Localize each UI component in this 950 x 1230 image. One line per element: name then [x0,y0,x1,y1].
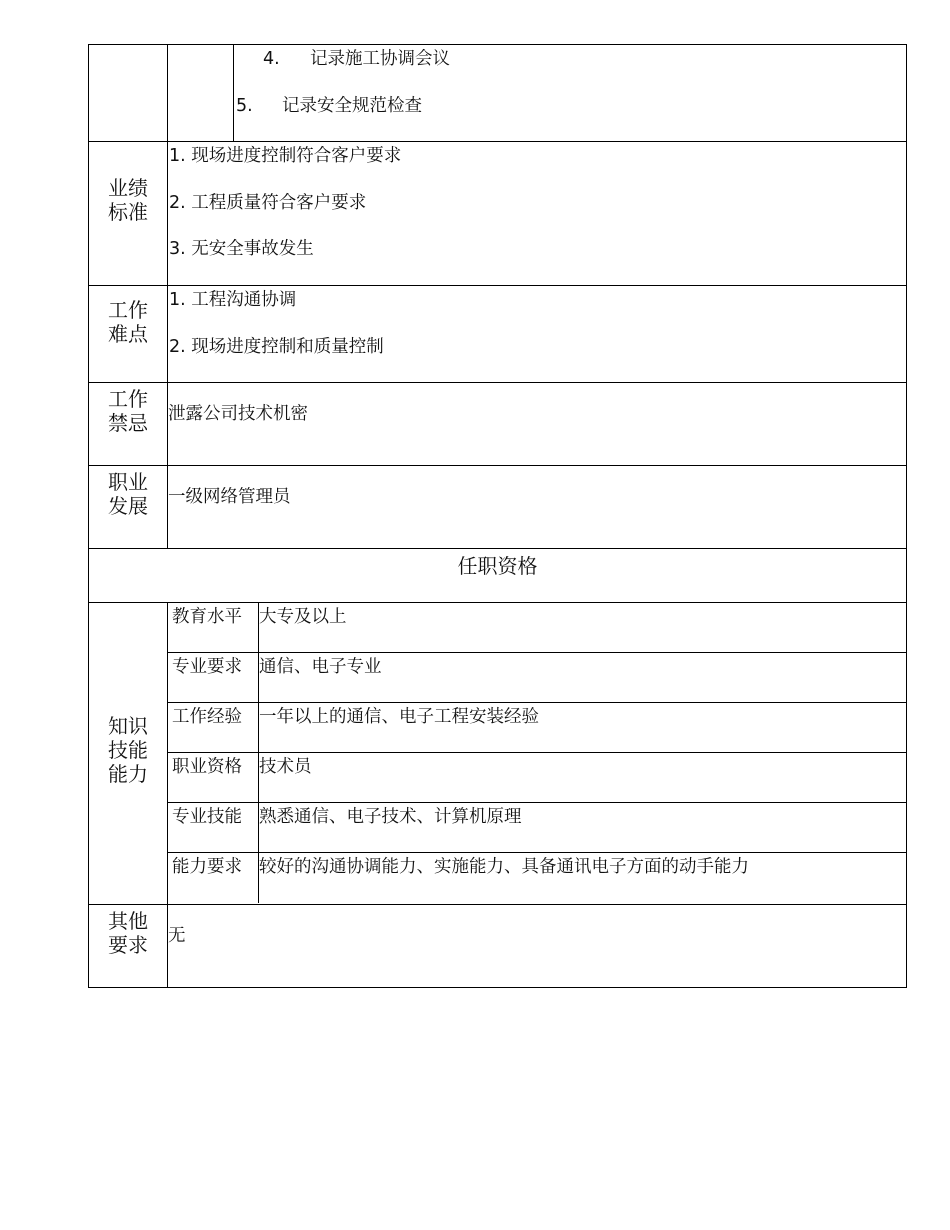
performance-item: 3. 无安全事故发生 [169,239,314,259]
qualification-label-line3: 能力 [108,761,148,786]
career-label-line1: 职业 [108,470,148,494]
career-content [168,466,906,548]
other-label-line2: 要求 [108,933,148,957]
qualification-item-certification [168,753,906,803]
qualification-item-experience [168,703,906,753]
qualification-item-label: 专业技能 [168,803,259,852]
career-text: 一级网络管理员 [168,487,291,507]
difficulty-content [168,286,906,382]
difficulty-item: 2. 现场进度控制和质量控制 [169,337,384,357]
qualification-item-value: 一年以上的通信、电子工程安装经验 [259,707,539,727]
other-content [168,905,906,987]
duties-continuation-row [88,44,907,142]
qualification-label [89,603,168,904]
other-label [89,905,168,987]
performance-item: 2. 工程质量符合客户要求 [169,193,367,213]
qualification-item-value: 大专及以上 [259,607,347,627]
other-label-line1: 其他 [108,909,148,933]
qualification-item-value: 熟悉通信、电子技术、计算机原理 [259,807,522,827]
job-description-table [88,44,907,988]
other-row [88,905,907,988]
qualification-item-label: 能力要求 [168,853,259,903]
performance-label-line1: 业绩 [108,176,148,200]
qualification-label-line2: 技能 [108,737,148,762]
qualification-item-label: 工作经验 [168,703,259,752]
duties-sub-cell [168,45,234,141]
qualification-label-line1: 知识 [108,713,148,738]
taboo-label-line1: 工作 [108,387,148,411]
qualification-item-major [168,653,906,703]
duty-item-4-num: 4. [263,49,280,69]
taboo-label [89,383,168,465]
qualification-item-label: 教育水平 [168,603,259,652]
qualification-item-label: 专业要求 [168,653,259,702]
taboo-content [168,383,906,465]
qualification-header-row [88,549,907,603]
qualification-item-value: 较好的沟通协调能力、实施能力、具备通讯电子方面的动手能力 [259,857,749,877]
career-label [89,466,168,548]
difficulty-label-line2: 难点 [108,322,148,346]
qualification-item-ability [168,853,906,903]
duty-item-4-text: 记录施工协调会议 [310,49,450,69]
duties-label-cell [89,45,168,141]
qualification-item-label: 职业资格 [168,753,259,802]
duties-items [234,45,906,141]
difficulty-label [89,286,168,382]
performance-content [168,142,906,285]
performance-row [88,142,907,286]
difficulty-item: 1. 工程沟通协调 [169,290,297,310]
duty-item-5-text: 记录安全规范检查 [282,96,422,116]
difficulty-label-line1: 工作 [108,298,148,322]
taboo-row [88,383,907,466]
qualification-header: 任职资格 [457,554,538,578]
duty-item-5-num: 5. [236,96,253,116]
career-label-line2: 发展 [108,494,148,518]
taboo-text: 泄露公司技术机密 [168,404,308,424]
qualification-item-skills [168,803,906,853]
qualification-row [88,603,907,905]
career-row [88,466,907,549]
qualification-item-value: 技术员 [259,757,312,777]
performance-item: 1. 现场进度控制符合客户要求 [169,146,402,166]
difficulty-row [88,286,907,383]
other-text: 无 [168,926,186,946]
qualification-item-education [168,603,906,653]
performance-label-line2: 标准 [108,200,148,224]
taboo-label-line2: 禁忌 [108,411,148,435]
qualification-item-value: 通信、电子专业 [259,657,382,677]
performance-label [89,142,168,285]
